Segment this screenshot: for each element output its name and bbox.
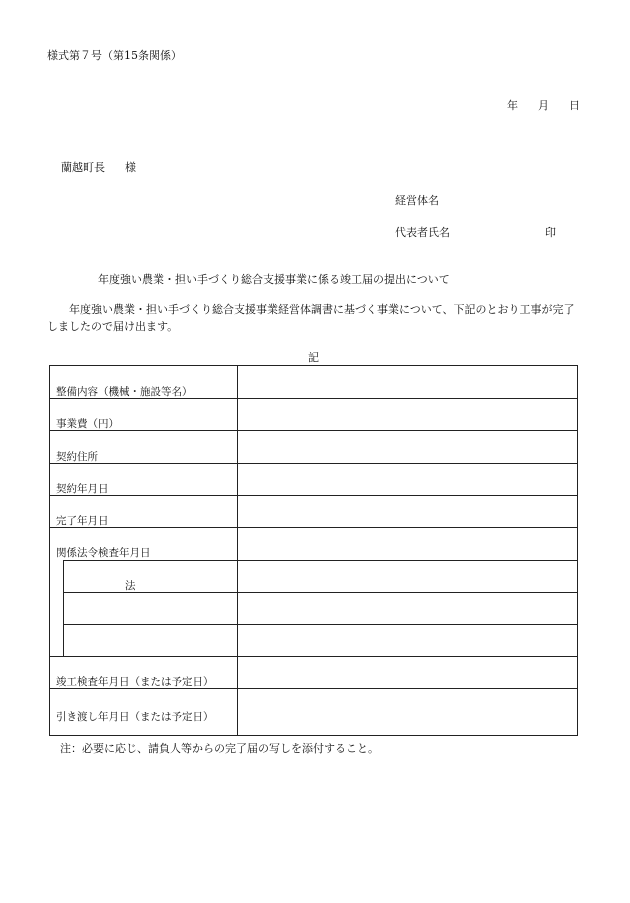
- column-divider: [237, 366, 238, 735]
- row-label-cost: 事業費（円）: [56, 418, 119, 430]
- date-month: 月: [538, 99, 549, 112]
- row-divider: [50, 495, 577, 496]
- row-label-inspection-date: 関係法令検査年月日: [56, 547, 151, 559]
- row-label-equipment: 整備内容（機械・施設等名）: [56, 386, 193, 398]
- addressee-honorific: 様: [125, 161, 136, 174]
- row-divider: [63, 624, 578, 625]
- date-year: 年: [507, 99, 518, 112]
- body-text: 年度強い農業・担い手づくり総合支援事業経営体調書に基づく事業について、下記のとおり工事が完了しましたので届け出ます。: [47, 303, 575, 333]
- completion-form-table: [49, 365, 578, 736]
- addressee-name: 蘭越町長: [61, 161, 105, 174]
- row-label-delivery-date: 引き渡し年月日（または予定日）: [56, 711, 214, 723]
- row-divider: [50, 430, 577, 431]
- row-label-final-inspection: 竣工検査年月日（または予定日）: [56, 676, 214, 688]
- representative-label: 代表者氏名: [395, 226, 450, 239]
- row-label-address: 契約住所: [56, 451, 98, 463]
- row-label-law: 法: [125, 580, 136, 592]
- document-title: 年度強い農業・担い手づくり総合支援事業に係る竣工届の提出について: [98, 273, 450, 286]
- row-divider: [63, 560, 578, 561]
- sub-column-divider: [63, 560, 64, 656]
- row-divider: [50, 527, 577, 528]
- row-label-contract-date: 契約年月日: [56, 483, 109, 495]
- footnote: 注：必要に応じ、請負人等からの完了届の写しを添付すること。: [60, 742, 379, 755]
- addressee: [61, 159, 136, 175]
- business-name-label: 経営体名: [395, 194, 439, 207]
- date-line: [507, 97, 580, 113]
- row-label-completion-date: 完了年月日: [56, 515, 109, 527]
- ki-heading: 記: [308, 351, 319, 364]
- row-divider: [50, 463, 577, 464]
- row-divider: [63, 592, 578, 593]
- date-day: 日: [569, 99, 580, 112]
- seal-mark: 印: [545, 226, 556, 239]
- form-number: 様式第７号（第15条関係）: [47, 49, 182, 62]
- row-divider: [50, 656, 577, 657]
